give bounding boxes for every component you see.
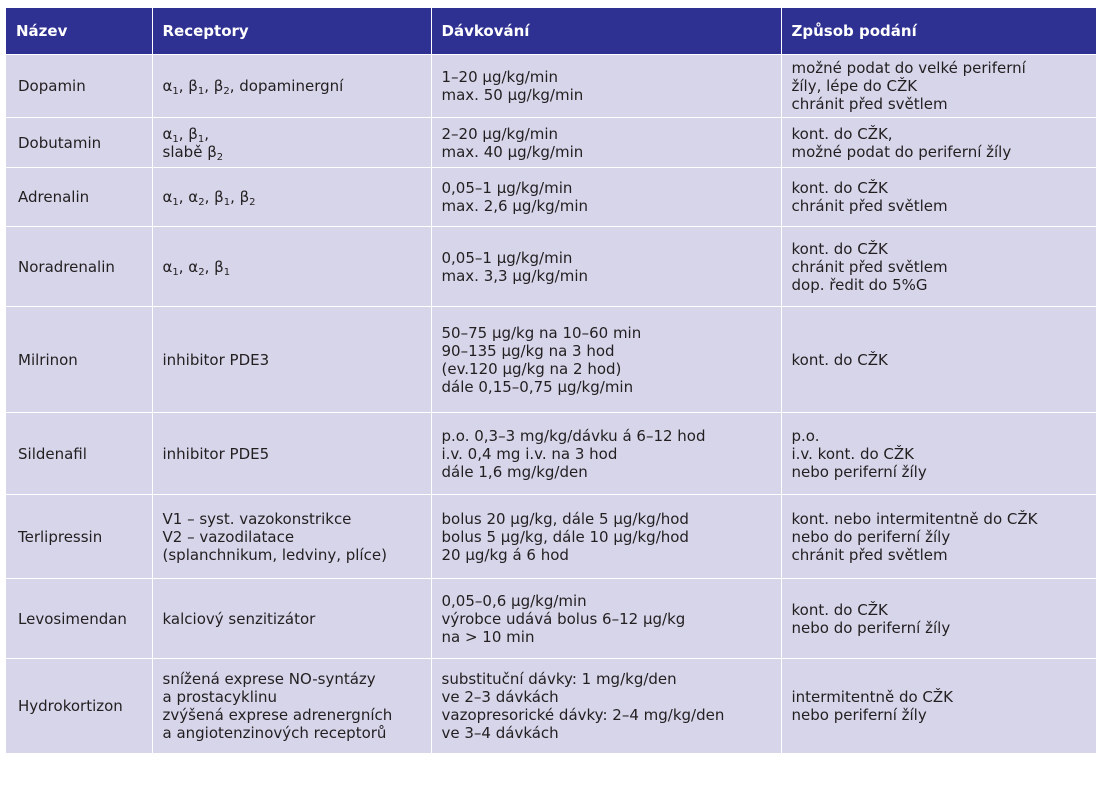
cell-dosage-line: 0,05–1 µg/kg/min	[441, 179, 573, 197]
cell-route-line: dop. ředit do 5%G	[791, 275, 928, 294]
cell-receptors	[152, 659, 431, 753]
cell-receptors-line: $\alpha_1$, $\alpha_2$, $\beta_1$	[162, 257, 231, 278]
cell-route-line: kont. do CŽK	[791, 239, 888, 258]
cell-route	[781, 227, 1096, 307]
cell-receptors-line: $\alpha_1$, $\beta_1$,	[162, 124, 210, 145]
cell-route-line: kont. nebo intermitentně do CŽK	[791, 509, 1038, 528]
cell-dosage-line: dále 1,6 mg/kg/den	[441, 462, 588, 481]
cell-route-line: možné podat do velké periferní	[791, 59, 1026, 77]
cell-drug-name: Dopamin	[6, 55, 152, 118]
cell-receptors-line: slabě $\beta_2$	[162, 142, 224, 163]
table-row	[6, 168, 1096, 227]
cell-receptors	[152, 307, 431, 413]
cell-drug-name: Terlipressin	[6, 495, 152, 579]
cell-route	[781, 168, 1096, 227]
header-name: Název	[6, 8, 152, 55]
cell-receptors	[152, 168, 431, 227]
cell-route-line: možné podat do periferní žíly	[791, 142, 1012, 161]
table-row	[6, 55, 1096, 118]
cell-dosage	[431, 495, 781, 579]
cell-receptors-line: inhibitor PDE3	[162, 350, 270, 369]
table-row	[6, 413, 1096, 495]
cell-receptors-line: a angiotenzinových receptorů	[162, 723, 387, 742]
cell-receptors	[152, 55, 431, 118]
cell-dosage	[431, 659, 781, 753]
cell-dosage-line: 1–20 µg/kg/min	[441, 68, 559, 86]
cell-route-line: kont. do CŽK	[791, 600, 888, 619]
cell-route-line: i.v. kont. do CŽK	[791, 444, 914, 463]
cell-receptors	[152, 495, 431, 579]
header-route: Způsob podání	[781, 8, 1096, 55]
cell-dosage	[431, 168, 781, 227]
header-dosage: Dávkování	[431, 8, 781, 55]
cell-route	[781, 413, 1096, 495]
cell-receptors-line: a prostacyklinu	[162, 687, 278, 706]
cell-route	[781, 307, 1096, 413]
cell-dosage-line: max. 3,3 µg/kg/min	[441, 266, 589, 285]
cell-receptors	[152, 227, 431, 307]
cell-dosage-line: bolus 20 µg/kg, dále 5 µg/kg/hod	[441, 509, 689, 528]
cell-route-line: chránit před světlem	[791, 197, 948, 215]
cell-receptors-line: snížená exprese NO-syntázy	[162, 669, 376, 688]
cell-route-line: chránit před světlem	[791, 95, 948, 113]
cell-route-line: žíly, lépe do CŽK	[791, 77, 918, 95]
cell-dosage-line: 0,05–1 µg/kg/min	[441, 248, 573, 267]
cell-drug-name: Adrenalin	[6, 168, 152, 227]
cell-dosage-line: 20 µg/kg á 6 hod	[441, 545, 569, 564]
cell-dosage-line: dále 0,15–0,75 µg/kg/min	[441, 377, 634, 396]
cell-dosage-line: max. 2,6 µg/kg/min	[441, 197, 589, 215]
cell-route	[781, 118, 1096, 168]
cell-receptors-line: $\alpha_1$, $\alpha_2$, $\beta_1$, $\beta_2$	[162, 188, 256, 208]
cell-dosage	[431, 118, 781, 168]
cell-route-line: kont. do CŽK	[791, 179, 888, 197]
header-row	[6, 8, 1096, 55]
cell-dosage-line: ve 2–3 dávkách	[441, 687, 559, 706]
cell-drug-name: Dobutamin	[6, 118, 152, 168]
drug-table-container	[6, 8, 1096, 753]
cell-dosage-line: vazopresorické dávky: 2–4 mg/kg/den	[441, 705, 725, 724]
cell-route-line: chránit před světlem	[791, 257, 948, 276]
cell-route-line: nebo periferní žíly	[791, 462, 927, 481]
cell-dosage-line: max. 50 µg/kg/min	[441, 86, 584, 104]
cell-dosage	[431, 413, 781, 495]
cell-dosage-line: výrobce udává bolus 6–12 µg/kg	[441, 609, 686, 628]
cell-dosage	[431, 307, 781, 413]
cell-route-line: chránit před světlem	[791, 545, 948, 564]
header-receptors: Receptory	[152, 8, 431, 55]
cell-route-line: nebo do periferní žíly	[791, 527, 951, 546]
cell-dosage	[431, 55, 781, 118]
cell-receptors-line: inhibitor PDE5	[162, 444, 270, 463]
table-row	[6, 227, 1096, 307]
cell-route-line: nebo periferní žíly	[791, 705, 927, 724]
cell-dosage-line: (ev.120 µg/kg na 2 hod)	[441, 359, 622, 378]
table-row	[6, 118, 1096, 168]
table-row	[6, 579, 1096, 659]
cell-drug-name: Milrinon	[6, 307, 152, 413]
cell-route	[781, 55, 1096, 118]
cell-route	[781, 495, 1096, 579]
cell-dosage-line: substituční dávky: 1 mg/kg/den	[441, 669, 677, 688]
cell-receptors-line: zvýšená exprese adrenergních	[162, 705, 393, 724]
table-body	[6, 55, 1096, 753]
cell-receptors-line: $\alpha_1$, $\beta_1$, $\beta_2$, dopaminergní	[162, 77, 344, 97]
cell-route-line: kont. do CŽK,	[791, 124, 893, 143]
cell-dosage-line: 50–75 µg/kg na 10–60 min	[441, 323, 642, 342]
cell-receptors-line: (splanchnikum, ledviny, plíce)	[162, 545, 387, 564]
table-row	[6, 659, 1096, 753]
cell-route-line: intermitentně do CŽK	[791, 687, 954, 706]
cell-dosage-line: ve 3–4 dávkách	[441, 723, 559, 742]
cell-dosage-line: 2–20 µg/kg/min	[441, 124, 559, 143]
cell-receptors-line: V1 – syst. vazokonstrikce	[162, 509, 352, 528]
cell-receptors-line: kalciový senzitizátor	[162, 609, 316, 628]
cell-dosage-line: p.o. 0,3–3 mg/kg/dávku á 6–12 hod	[441, 426, 706, 445]
cell-receptors	[152, 118, 431, 168]
cell-route	[781, 579, 1096, 659]
cell-dosage-line: 0,05–0,6 µg/kg/min	[441, 591, 587, 610]
table-row	[6, 307, 1096, 413]
cell-drug-name: Hydrokortizon	[6, 659, 152, 753]
cell-dosage	[431, 579, 781, 659]
cell-dosage-line: na > 10 min	[441, 627, 535, 646]
cell-dosage-line: bolus 5 µg/kg, dále 10 µg/kg/hod	[441, 527, 689, 546]
cell-receptors	[152, 413, 431, 495]
cell-route-line: p.o.	[791, 426, 820, 445]
table-row	[6, 495, 1096, 579]
cell-route-line: kont. do CŽK	[791, 350, 888, 369]
cell-route	[781, 659, 1096, 753]
cell-drug-name: Levosimendan	[6, 579, 152, 659]
cell-route-line: nebo do periferní žíly	[791, 618, 951, 637]
cell-dosage-line: max. 40 µg/kg/min	[441, 142, 584, 161]
cell-receptors	[152, 579, 431, 659]
cell-dosage-line: 90–135 µg/kg na 3 hod	[441, 341, 615, 360]
cell-drug-name: Sildenafil	[6, 413, 152, 495]
cell-dosage-line: i.v. 0,4 mg i.v. na 3 hod	[441, 444, 618, 463]
cell-drug-name: Noradrenalin	[6, 227, 152, 307]
cell-receptors-line: V2 – vazodilatace	[162, 527, 295, 546]
drug-table	[6, 8, 1096, 753]
cell-dosage	[431, 227, 781, 307]
